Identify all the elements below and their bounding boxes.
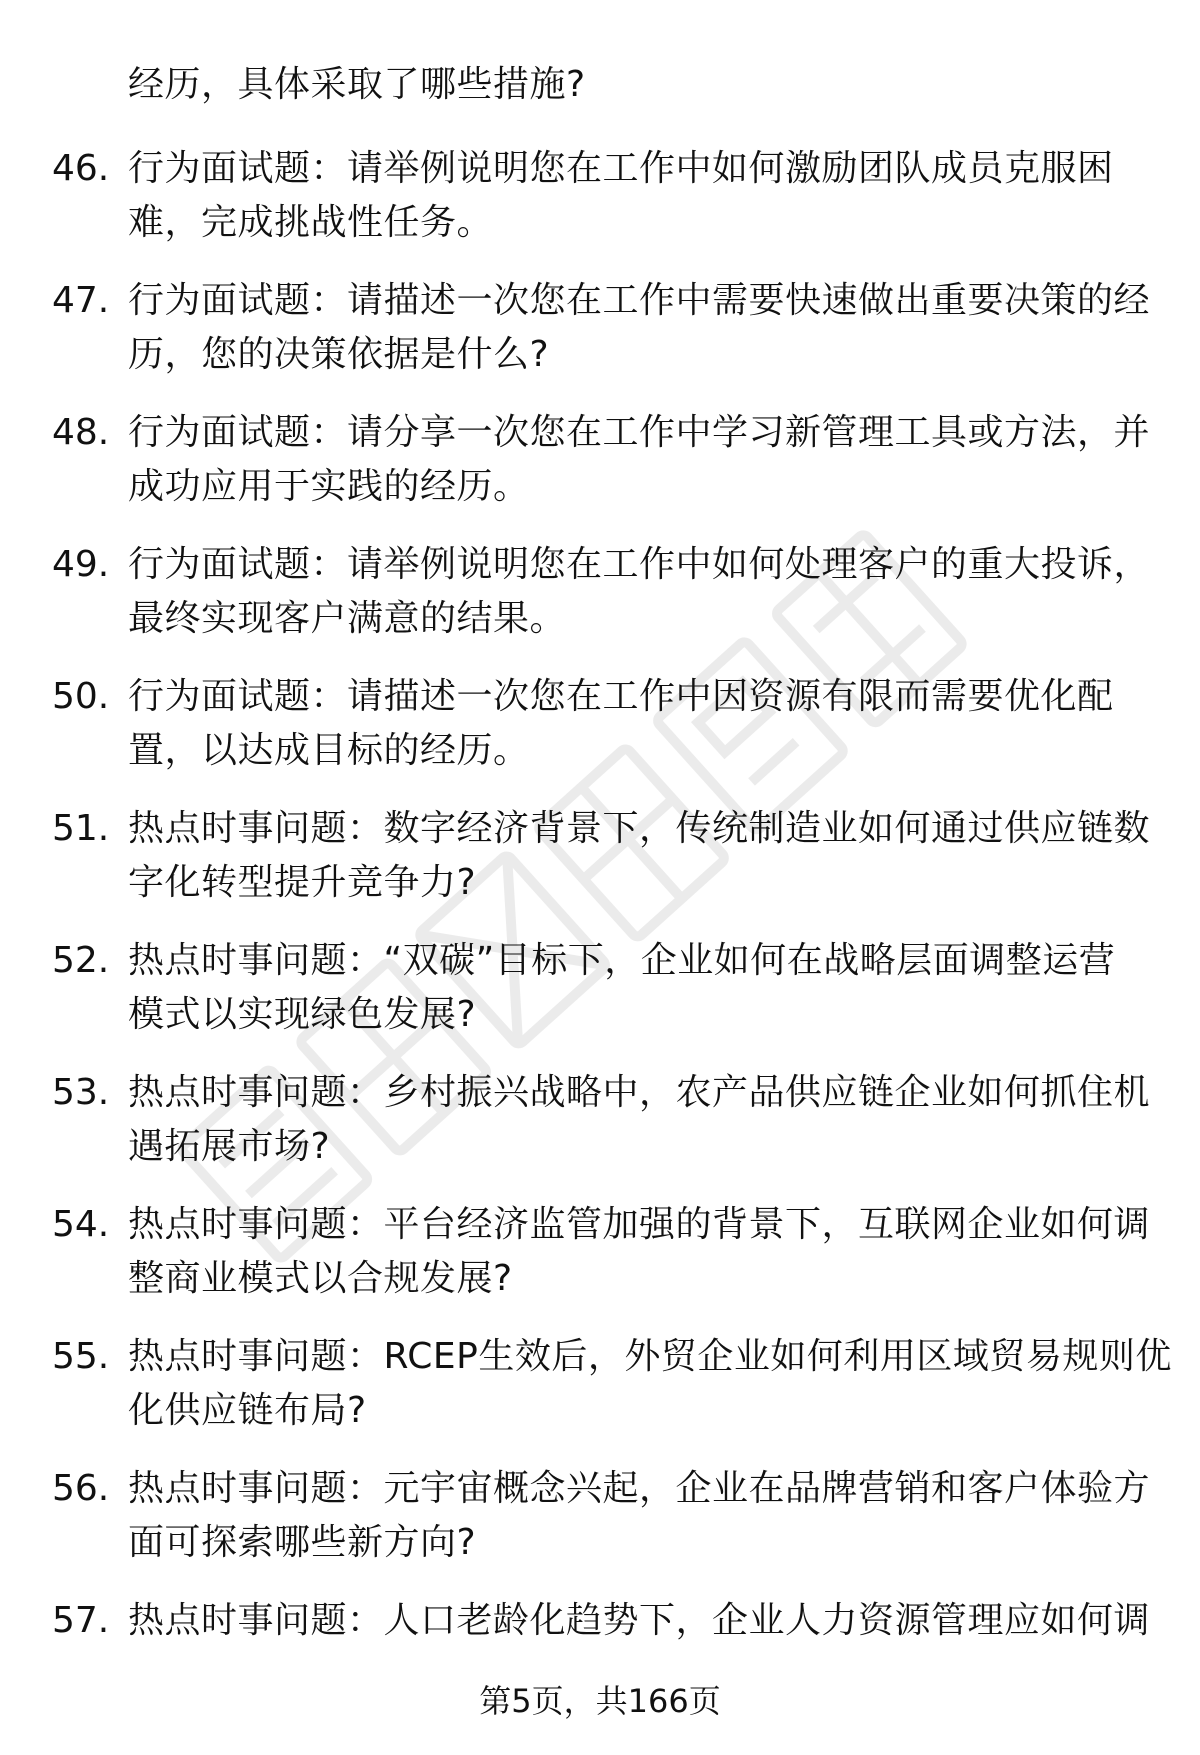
question-text-line: 行为面试题：请举例说明您在工作中如何处理客户的重大投诉， (128, 544, 1151, 585)
question-number: 56. (52, 1468, 110, 1509)
question-number: 49. (52, 544, 110, 585)
question-text-line: 最终实现客户满意的结果。 (128, 598, 567, 639)
question-number: 54. (52, 1204, 110, 1245)
question-text-line: 热点时事问题：乡村振兴战略中，农产品供应链企业如何抓住机 (128, 1072, 1151, 1113)
question-text-line: 热点时事问题：RCEP生效后，外贸企业如何利用区域贸易规则优 (128, 1336, 1172, 1377)
question-text-line: 行为面试题：请描述一次您在工作中需要快速做出重要决策的经 (128, 280, 1151, 321)
question-text-line: 热点时事问题：平台经济监管加强的背景下，互联网企业如何调 (128, 1204, 1151, 1245)
continued-question-text: 经历，具体采取了哪些措施? (128, 64, 586, 105)
question-item (0, 1066, 1200, 1198)
question-number: 57. (52, 1600, 110, 1641)
question-text-line: 行为面试题：请描述一次您在工作中因资源有限而需要优化配 (128, 676, 1114, 717)
question-text-line: 热点时事问题：元宇宙概念兴起，企业在品牌营销和客户体验方 (128, 1468, 1151, 1509)
question-item (0, 1198, 1200, 1330)
question-text-line: 成功应用于实践的经历。 (128, 466, 530, 507)
question-item (0, 670, 1200, 802)
question-item (0, 274, 1200, 406)
question-text-line: 热点时事问题：数字经济背景下，传统制造业如何通过供应链数 (128, 808, 1151, 849)
question-text-line: 行为面试题：请举例说明您在工作中如何激励团队成员克服困 (128, 148, 1114, 189)
question-number: 52. (52, 940, 110, 981)
question-text-line: 热点时事问题：“双碳”目标下，企业如何在战略层面调整运营 (128, 940, 1116, 981)
question-text-line: 热点时事问题：人口老龄化趋势下，企业人力资源管理应如何调 (128, 1600, 1151, 1641)
question-item (0, 142, 1200, 274)
question-number: 50. (52, 676, 110, 717)
question-text-line: 字化转型提升竞争力? (128, 862, 477, 903)
question-text-line: 面可探索哪些新方向? (128, 1522, 477, 1563)
question-number: 46. (52, 148, 110, 189)
question-text-line: 置，以达成目标的经历。 (128, 730, 530, 771)
question-item (0, 1462, 1200, 1594)
question-text-line: 行为面试题：请分享一次您在工作中学习新管理工具或方法，并 (128, 412, 1151, 453)
question-text-line: 历，您的决策依据是什么? (128, 334, 550, 375)
question-item (0, 802, 1200, 934)
question-item (0, 934, 1200, 1066)
question-text-line: 遇拓展市场? (128, 1126, 331, 1167)
question-number: 48. (52, 412, 110, 453)
question-number: 51. (52, 808, 110, 849)
question-number: 55. (52, 1336, 110, 1377)
question-item (0, 406, 1200, 538)
question-item (0, 538, 1200, 670)
question-number: 53. (52, 1072, 110, 1113)
question-list (0, 142, 1200, 1726)
question-number: 47. (52, 280, 110, 321)
question-text-line: 化供应链布局? (128, 1390, 367, 1431)
question-text-line: 难，完成挑战性任务。 (128, 202, 494, 243)
question-text-line: 整商业模式以合规发展? (128, 1258, 513, 1299)
question-item (0, 1330, 1200, 1462)
question-text-line: 模式以实现绿色发展? (128, 994, 477, 1035)
page-number-footer: 第5页，共166页 (479, 1682, 721, 1720)
